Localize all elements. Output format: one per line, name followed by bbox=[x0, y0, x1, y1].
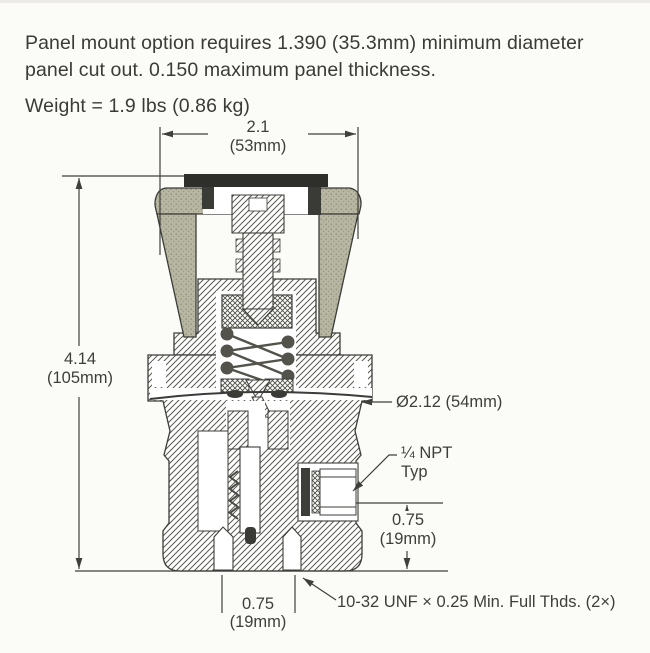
mounting-hole-left bbox=[214, 527, 233, 570]
cap-tab-left bbox=[202, 187, 214, 209]
dim-port-height-mm: (19mm) bbox=[374, 530, 442, 549]
outlet-port-fitting bbox=[298, 463, 358, 521]
thread-note: 10-32 UNF × 0.25 Min. Full Thds. (2×) bbox=[337, 593, 616, 611]
dim-body-diameter: Ø2.12 (54mm) bbox=[396, 393, 503, 411]
dim-knob-width-mm: (53mm) bbox=[208, 137, 308, 156]
dim-hole-spacing-in: 0.75 bbox=[223, 595, 293, 614]
dim-knob-width-in: 2.1 bbox=[208, 118, 308, 137]
flange-flat-right bbox=[354, 361, 368, 387]
port-label-line2: Typ bbox=[401, 463, 428, 481]
poppet-tip bbox=[245, 527, 256, 544]
dim-hole-spacing-mm: (19mm) bbox=[218, 613, 298, 632]
cap-tab-right bbox=[308, 187, 321, 215]
dim-overall-height-mm: (105mm) bbox=[38, 369, 122, 388]
mounting-hole-right bbox=[283, 527, 301, 570]
panel-mount-note-line1: Panel mount option requires 1.390 (35.3mm) minimum diameter bbox=[25, 32, 584, 54]
flange-flat-left bbox=[152, 361, 166, 387]
knob-cap bbox=[184, 174, 328, 187]
dim-port-height-in: 0.75 bbox=[374, 511, 442, 530]
left-port-bore bbox=[198, 431, 228, 531]
dim-overall-height-in: 4.14 bbox=[38, 350, 122, 369]
panel-mount-note-line2: panel cut out. 0.150 maximum panel thickness. bbox=[25, 59, 436, 81]
weight-note: Weight = 1.9 lbs (0.86 kg) bbox=[25, 95, 250, 117]
port-label-line1: ¼ NPT bbox=[401, 444, 453, 462]
